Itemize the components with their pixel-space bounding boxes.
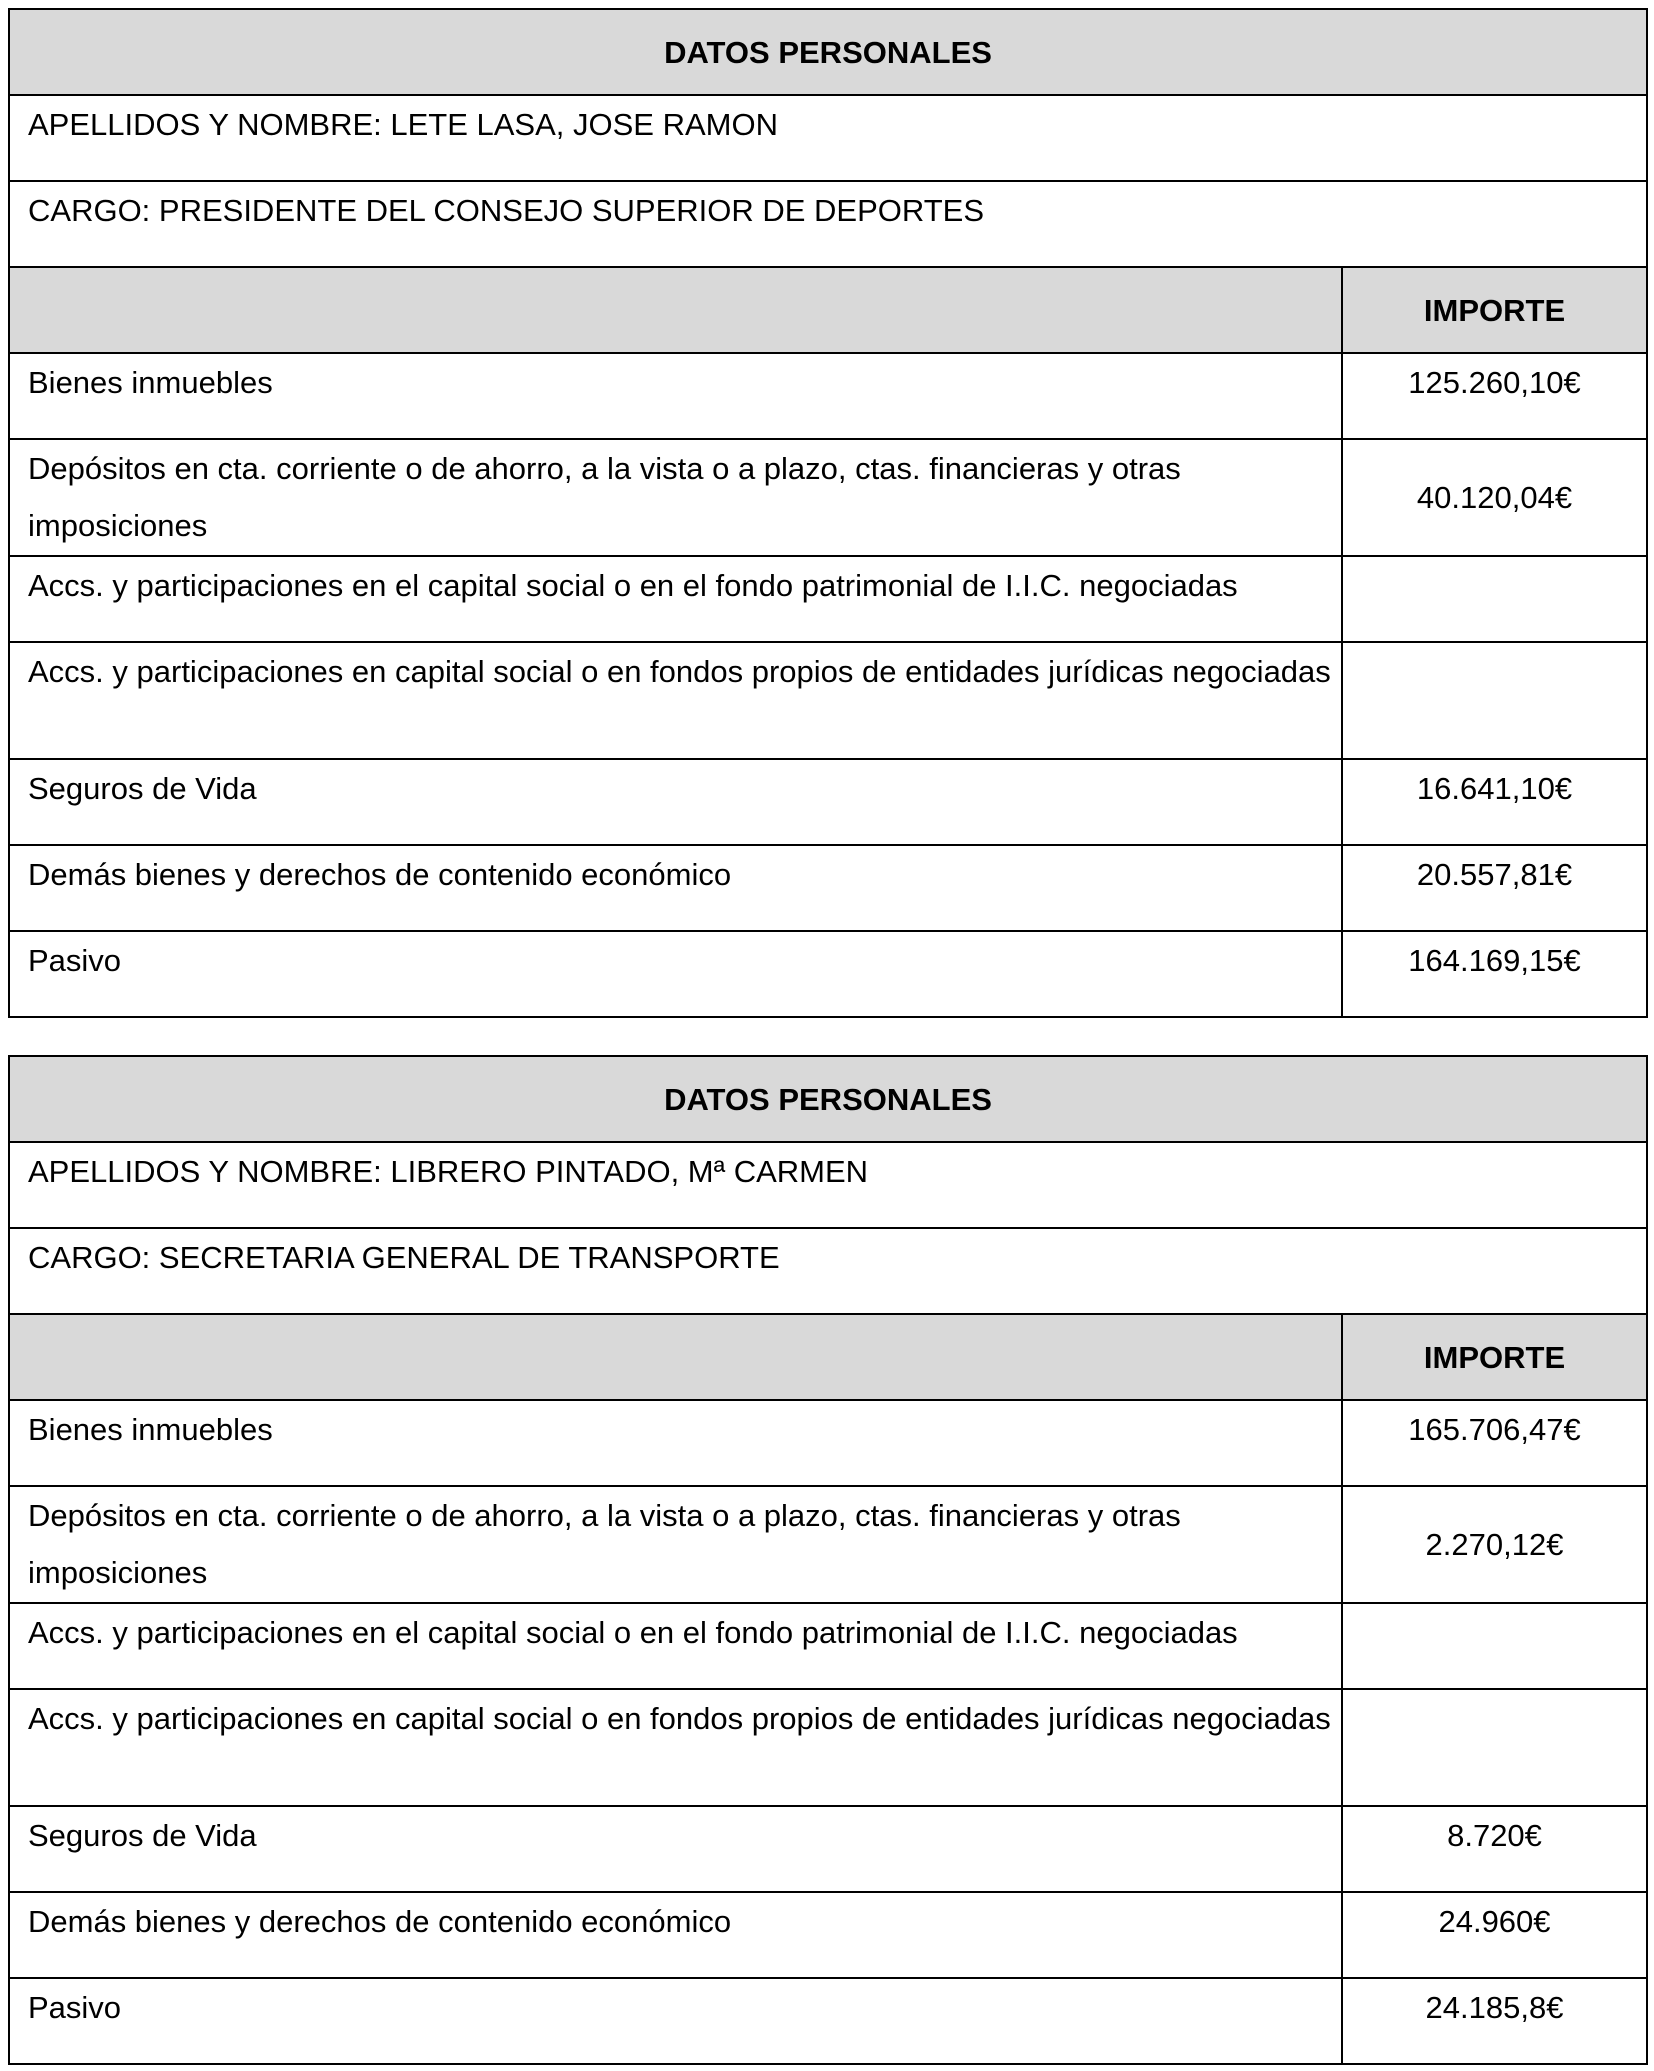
column-header-blank <box>9 267 1342 353</box>
cargo-row <box>9 1228 1647 1314</box>
name-row <box>9 1142 1647 1228</box>
row-amount: 165.706,47€ <box>1342 1400 1647 1486</box>
row-amount: 20.557,81€ <box>1342 845 1647 931</box>
table-row <box>9 1486 1647 1603</box>
row-label: Bienes inmuebles <box>9 1400 1342 1486</box>
declaration-table-1 <box>8 8 1648 1018</box>
row-label: Accs. y participaciones en capital social o en fondos propios de entidades jurídicas negociadas <box>9 1689 1342 1806</box>
name-row <box>9 95 1647 181</box>
column-header-blank <box>9 1314 1342 1400</box>
table-row <box>9 1400 1647 1486</box>
row-label: Demás bienes y derechos de contenido económico <box>9 845 1342 931</box>
section-header-row <box>9 1056 1647 1142</box>
row-amount: 40.120,04€ <box>1342 439 1647 556</box>
table-row <box>9 642 1647 759</box>
table-row <box>9 556 1647 642</box>
row-amount <box>1342 556 1647 642</box>
table-row <box>9 759 1647 845</box>
column-header-importe: IMPORTE <box>1342 1314 1647 1400</box>
row-amount: 24.960€ <box>1342 1892 1647 1978</box>
row-label: Depósitos en cta. corriente o de ahorro, a la vista o a plazo, ctas. financieras y otras imposiciones <box>9 439 1342 556</box>
row-amount <box>1342 1603 1647 1689</box>
row-amount <box>1342 1689 1647 1806</box>
row-amount <box>1342 642 1647 759</box>
table-row <box>9 1806 1647 1892</box>
table-row <box>9 845 1647 931</box>
table-row <box>9 1689 1647 1806</box>
cargo-row <box>9 181 1647 267</box>
table-row <box>9 931 1647 1017</box>
column-header-row <box>9 1314 1647 1400</box>
table-row <box>9 1978 1647 2064</box>
name-line: APELLIDOS Y NOMBRE: LIBRERO PINTADO, Mª CARMEN <box>9 1142 1647 1228</box>
column-header-importe: IMPORTE <box>1342 267 1647 353</box>
table-row <box>9 439 1647 556</box>
row-amount: 24.185,8€ <box>1342 1978 1647 2064</box>
row-label: Pasivo <box>9 1978 1342 2064</box>
row-label: Accs. y participaciones en el capital social o en el fondo patrimonial de I.I.C. negociadas <box>9 556 1342 642</box>
row-label: Accs. y participaciones en el capital social o en el fondo patrimonial de I.I.C. negociadas <box>9 1603 1342 1689</box>
table-row <box>9 353 1647 439</box>
row-label: Pasivo <box>9 931 1342 1017</box>
row-amount: 16.641,10€ <box>1342 759 1647 845</box>
row-amount: 125.260,10€ <box>1342 353 1647 439</box>
declaration-table-2 <box>8 1055 1648 2065</box>
row-label: Seguros de Vida <box>9 759 1342 845</box>
table-row <box>9 1603 1647 1689</box>
cargo-line: CARGO: PRESIDENTE DEL CONSEJO SUPERIOR DE DEPORTES <box>9 181 1647 267</box>
row-label: Bienes inmuebles <box>9 353 1342 439</box>
row-label: Depósitos en cta. corriente o de ahorro, a la vista o a plazo, ctas. financieras y otras imposiciones <box>9 1486 1342 1603</box>
row-label: Accs. y participaciones en capital social o en fondos propios de entidades jurídicas negociadas <box>9 642 1342 759</box>
section-header-row <box>9 9 1647 95</box>
row-amount: 8.720€ <box>1342 1806 1647 1892</box>
row-label: Demás bienes y derechos de contenido económico <box>9 1892 1342 1978</box>
row-label: Seguros de Vida <box>9 1806 1342 1892</box>
row-amount: 2.270,12€ <box>1342 1486 1647 1603</box>
table-row <box>9 1892 1647 1978</box>
section-header: DATOS PERSONALES <box>9 9 1647 95</box>
row-amount: 164.169,15€ <box>1342 931 1647 1017</box>
column-header-row <box>9 267 1647 353</box>
cargo-line: CARGO: SECRETARIA GENERAL DE TRANSPORTE <box>9 1228 1647 1314</box>
section-header: DATOS PERSONALES <box>9 1056 1647 1142</box>
name-line: APELLIDOS Y NOMBRE: LETE LASA, JOSE RAMON <box>9 95 1647 181</box>
